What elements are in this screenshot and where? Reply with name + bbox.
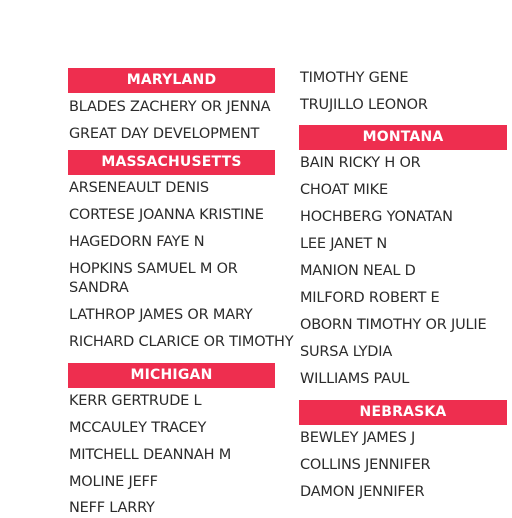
list-item: CORTESE JOANNA KRISTINE [69,207,264,223]
list-item: COLLINS JENNIFER [300,457,431,473]
state-header-montana: MONTANA [299,125,507,150]
list-item: SURSA LYDIA [300,344,393,360]
list-item: LATHROP JAMES OR MARY [69,307,253,323]
list-item: TIMOTHY GENE [300,70,409,86]
list-item: MITCHELL DEANNAH M [69,447,232,463]
list-item: KERR GERTRUDE L [69,393,202,409]
list-item: MANION NEAL D [300,263,416,279]
list-item: HOPKINS SAMUEL M OR SANDRA [69,261,238,296]
state-header-nebraska: NEBRASKA [299,400,507,425]
list-item: OBORN TIMOTHY OR JULIE [300,317,487,333]
list-item: GREAT DAY DEVELOPMENT [69,126,260,142]
list-item: HAGEDORN FAYE N [69,234,205,250]
state-header-massachusetts: MASSACHUSETTS [68,150,275,175]
list-item: LEE JANET N [300,236,388,252]
list-item: CHOAT MIKE [300,182,388,198]
list-item: BAIN RICKY H OR [300,155,421,171]
state-header-michigan: MICHIGAN [68,363,275,388]
list-item: BEWLEY JAMES J [300,430,416,446]
list-item: MILFORD ROBERT E [300,290,440,306]
list-item: TRUJILLO LEONOR [300,97,428,113]
list-item: NEFF LARRY [69,500,155,516]
state-header-maryland: MARYLAND [68,68,275,93]
list-item: BLADES ZACHERY OR JENNA [69,99,271,115]
list-item: RICHARD CLARICE OR TIMOTHY [69,334,294,350]
list-item: HOCHBERG YONATAN [300,209,453,225]
list-item: ARSENEAULT DENIS [69,180,209,196]
list-item: MOLINE JEFF [69,474,158,490]
list-item: WILLIAMS PAUL [300,371,410,387]
list-item: MCCAULEY TRACEY [69,420,207,436]
list-item: DAMON JENNIFER [300,484,425,500]
